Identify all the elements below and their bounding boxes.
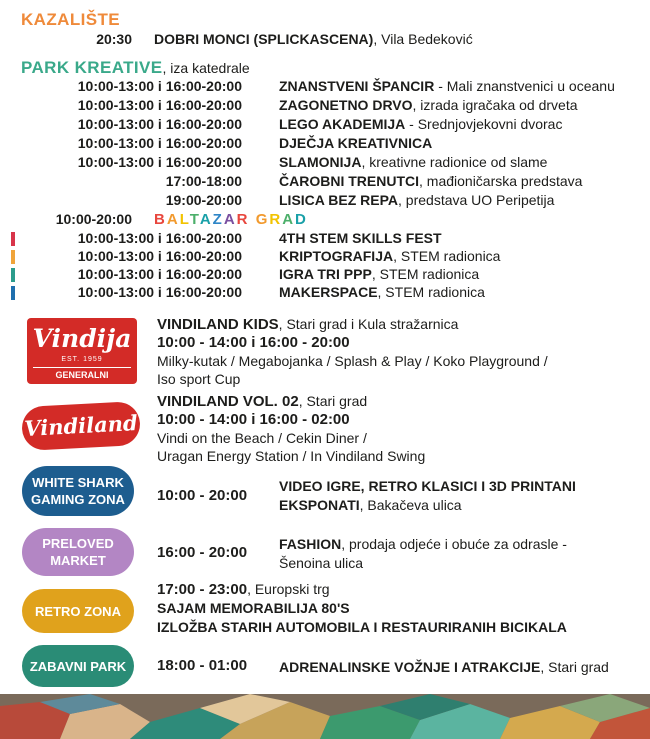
baltazar-row [0, 247, 650, 266]
zabavni-badge-label: ZABAVNI PARK [29, 658, 127, 674]
baltazar-heading-letter: A [282, 211, 296, 228]
park-row [0, 115, 650, 134]
gaming-title-line2: EKSPONATI [279, 497, 360, 513]
color-marker [11, 268, 15, 282]
zabavni-venue: , Stari grad [540, 659, 609, 675]
baltazar-row [0, 265, 650, 284]
park-row-desc: - Mali znanstvenici u oceanu [434, 78, 615, 94]
gaming-badge-line2: GAMING ZONA [31, 492, 125, 507]
preloved-title: FASHION [279, 536, 342, 552]
preloved-desc: , prodaja odjeće i obuće za odrasle - [341, 536, 567, 552]
theatre-event [154, 30, 473, 49]
baltazar-row-title: 4TH STEM SKILLS FEST [279, 230, 442, 246]
theatre-title: DOBRI MONCI (SPLICKASCENA) [154, 31, 374, 47]
retro-time: 17:00 - 23:00 [157, 581, 248, 598]
park-row-title: SLAMONIJA [279, 154, 362, 170]
park-row-title: LEGO AKADEMIJA [279, 116, 406, 132]
theatre-row [0, 30, 650, 49]
park-row-title: LISICA BEZ REPA [279, 192, 399, 208]
vindija-line1: Milky-kutak / Megabojanka / Splash & Play / Koko Playground / [157, 353, 548, 369]
park-row-title: ZNANSTVENI ŠPANCIR [279, 78, 435, 94]
baltazar-row-event [279, 283, 485, 302]
park-row [0, 134, 650, 153]
baltazar-row [0, 283, 650, 302]
baltazar-row [0, 210, 650, 229]
preloved-block [279, 535, 567, 573]
park-row [0, 77, 650, 96]
baltazar-row-desc: , STEM radionica [371, 266, 480, 282]
gaming-time: 10:00 - 20:00 [157, 487, 248, 504]
gaming-badge [22, 466, 134, 516]
preloved-badge-line1: PRELOVED [42, 536, 114, 551]
gaming-block [279, 477, 576, 515]
vindija-title: VINDILAND KIDS [157, 316, 279, 333]
park-row-desc: , izrada igračaka od drveta [412, 97, 578, 113]
park-row [0, 153, 650, 172]
park-row-desc: , mađioničarska predstava [419, 173, 583, 189]
vindija-block [157, 315, 548, 388]
baltazar-heading-letter: R [269, 211, 283, 228]
color-marker [11, 250, 15, 264]
baltazar-heading-letter: A [199, 211, 213, 228]
baltazar-heading-letter: D [295, 211, 308, 228]
baltazar-row [0, 229, 650, 248]
baltazar-row-event [279, 265, 479, 284]
park-heading: PARK KREATIVE [21, 58, 163, 77]
park-row-event [279, 77, 615, 96]
baltazar-heading-letter: Z [212, 211, 224, 228]
baltazar-row-desc: , STEM radionica [377, 284, 485, 300]
baltazar-row-event [279, 247, 500, 266]
vindiland-logo: Vindiland [21, 401, 141, 451]
park-row-event [279, 134, 432, 153]
park-heading-line [21, 58, 250, 78]
vindija-time: 10:00 - 14:00 i 16:00 - 20:00 [157, 334, 350, 351]
park-row-desc: - Srednjovjekovni dvorac [405, 116, 563, 132]
vindija-line2: Iso sport Cup [157, 371, 241, 387]
baltazar-heading-letter: L [179, 211, 190, 228]
baltazar-row-time: 10:00-13:00 i 16:00-20:00 [77, 230, 242, 246]
preloved-desc2: Šenoina ulica [279, 555, 364, 571]
park-row-event [279, 153, 547, 172]
vindiland-time: 10:00 - 14:00 i 16:00 - 02:00 [157, 411, 350, 428]
park-row-desc: , kreativne radionice od slame [361, 154, 548, 170]
vindija-logo [27, 318, 137, 394]
park-row-title: ČAROBNI TRENUTCI [279, 173, 419, 189]
park-row-event [279, 172, 582, 191]
vindija-logo-name: Vindija [32, 324, 132, 353]
retro-badge-label: RETRO ZONA [35, 603, 121, 619]
park-row-event [279, 115, 562, 134]
preloved-badge-line2: MARKET [50, 553, 106, 568]
park-row-time: 10:00-13:00 i 16:00-20:00 [77, 135, 242, 151]
park-row-time: 10:00-13:00 i 16:00-20:00 [77, 78, 242, 94]
park-row [0, 172, 650, 191]
vindiland-block [157, 392, 425, 465]
color-marker [11, 286, 15, 300]
zabavni-time: 18:00 - 01:00 [157, 657, 248, 674]
retro-block [157, 580, 567, 637]
park-row-title: DJEČJA KREATIVNICA [279, 135, 433, 151]
vindiland-title: VINDILAND VOL. 02 [157, 393, 299, 410]
gaming-title-line1: VIDEO IGRE, RETRO KLASICI I 3D PRINTANI [279, 478, 576, 494]
park-row [0, 96, 650, 115]
zabavni-badge [22, 645, 134, 687]
baltazar-heading-letter: B [154, 211, 167, 228]
park-row-desc: , predstava UO Peripetija [398, 192, 555, 208]
baltazar-heading-letter: A [166, 211, 180, 228]
theatre-heading: KAZALIŠTE [21, 10, 120, 29]
baltazar-row-title: MAKERSPACE [279, 284, 378, 300]
retro-badge [22, 589, 134, 633]
color-marker [11, 232, 15, 246]
baltazar-row-time: 10:00-13:00 i 16:00-20:00 [77, 248, 242, 264]
baltazar-row-time: 10:00-13:00 i 16:00-20:00 [77, 284, 242, 300]
park-row [0, 191, 650, 210]
baltazar-row-title: IGRA TRI PPP [279, 266, 372, 282]
preloved-time: 16:00 - 20:00 [157, 544, 248, 561]
baltazar-row-event [279, 229, 442, 248]
park-row-time: 10:00-13:00 i 16:00-20:00 [77, 97, 242, 113]
park-subheading: , iza katedrale [162, 60, 250, 76]
retro-line1: SAJAM MEMORABILIJA 80'S [157, 600, 350, 616]
baltazar-heading-letter: T [189, 211, 200, 228]
vindiland-line2: Uragan Energy Station / In Vindiland Swing [157, 448, 426, 464]
park-row-event [279, 191, 554, 210]
park-row-title: ZAGONETNO DRVO [279, 97, 413, 113]
vindiland-line1: Vindi on the Beach / Cekin Diner / [157, 430, 367, 446]
vindiland-venue: , Stari grad [298, 393, 368, 409]
zabavni-block [279, 658, 609, 677]
baltazar-row-desc: , STEM radionica [393, 248, 501, 264]
park-row-time: 17:00-18:00 [165, 173, 242, 189]
baltazar-heading [154, 210, 308, 229]
baltazar-heading-letter: R [236, 211, 250, 228]
park-row-time: 19:00-20:00 [165, 192, 242, 208]
baltazar-time: 10:00-20:00 [55, 211, 132, 227]
baltazar-heading-letter: A [223, 211, 237, 228]
vindija-venue: , Stari grad i Kula stražarnica [278, 316, 459, 332]
preloved-badge [22, 528, 134, 576]
gaming-venue: , Bakačeva ulica [359, 497, 462, 513]
retro-line2: IZLOŽBA STARIH AUTOMOBILA I RESTAURIRANIH BICIKALA [157, 619, 567, 635]
retro-venue: , Europski trg [247, 581, 330, 597]
mosaic-footer-image [0, 694, 650, 739]
baltazar-row-title: KRIPTOGRAFIJA [279, 248, 394, 264]
baltazar-row-time: 10:00-13:00 i 16:00-20:00 [77, 266, 242, 282]
theatre-time: 20:30 [96, 31, 132, 47]
zabavni-title: ADRENALINSKE VOŽNJE I ATRAKCIJE [279, 659, 541, 675]
gaming-badge-line1: WHITE SHARK [32, 475, 124, 490]
park-row-event [279, 96, 578, 115]
park-row-time: 10:00-13:00 i 16:00-20:00 [77, 154, 242, 170]
vindija-logo-est: EST. 1959 [61, 356, 103, 363]
baltazar-heading-letter: G [255, 211, 270, 228]
park-row-time: 10:00-13:00 i 16:00-20:00 [77, 116, 242, 132]
theatre-venue: , Vila Bedeković [373, 31, 473, 47]
vindija-logo-sponsor: GENERALNI SPONZOR [33, 367, 131, 396]
